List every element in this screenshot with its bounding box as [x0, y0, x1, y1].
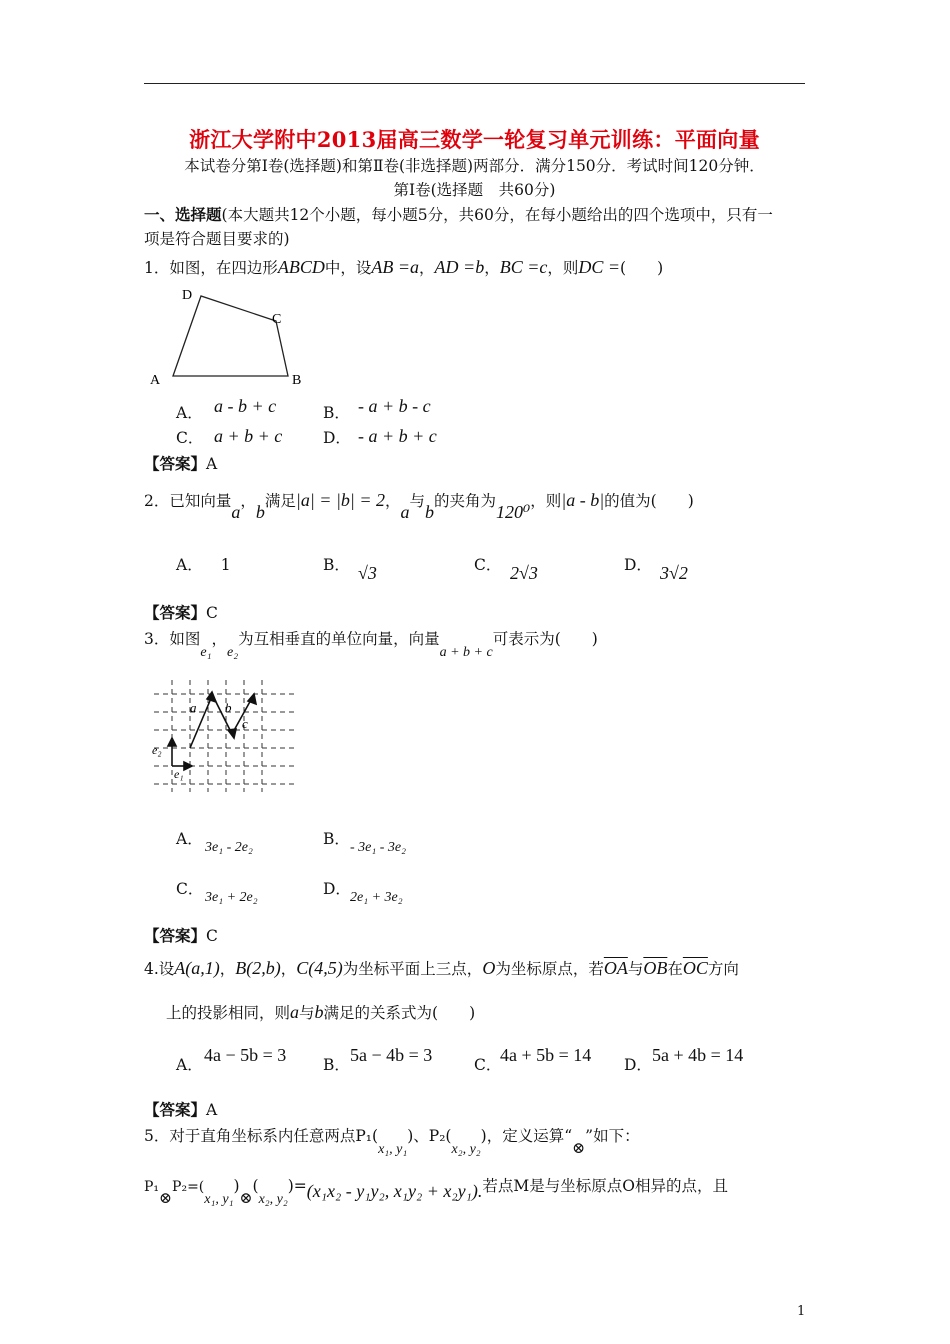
q3-option-d-label: D．: [323, 880, 351, 898]
q3-option-c[interactable]: [176, 877, 203, 899]
q3-sep: ，: [211, 630, 227, 648]
q1-option-d[interactable]: [323, 426, 351, 448]
q1-option-c[interactable]: [176, 426, 203, 448]
q3-stem1: 3．如图: [144, 630, 201, 648]
q4-option-a-label: A．: [176, 1056, 203, 1074]
q3-option-d[interactable]: [323, 877, 351, 899]
q4-option-d-label: D．: [624, 1056, 652, 1074]
q2-vec-b-2: b: [425, 502, 435, 522]
q3-sum: a + b + c: [439, 645, 493, 660]
page-number: 1: [797, 1304, 806, 1319]
q1-option-d-expr: - a + b + c: [358, 426, 437, 446]
q4-point-b: B(2,b): [235, 958, 281, 978]
q4-option-c-label: C．: [474, 1056, 502, 1074]
q4-answer-label: 【答案】: [144, 1100, 207, 1119]
q3-label-e2: e₂: [152, 743, 162, 757]
q5-stem3: )，定义运算“: [480, 1127, 573, 1145]
q5-line2-eq: )=: [287, 1177, 307, 1195]
q2-option-b-label: B．: [323, 556, 350, 574]
q1-stem: 1．如图，在四边形ABCD中，设AB =a，AD =b，BC =c，则DC =( ): [144, 257, 664, 277]
q1-option-b[interactable]: [323, 401, 350, 423]
q3-e1: e₁: [200, 645, 212, 660]
q3-option-c-label: C．: [176, 880, 204, 898]
q2-vec-a: a: [231, 502, 241, 522]
q1-option-b-label: B．: [323, 404, 350, 422]
q2-option-c[interactable]: [474, 553, 501, 575]
q4-stem-line2: [166, 1001, 475, 1023]
q2-option-a-expr: 1: [220, 556, 231, 574]
q5-operator-2: ⊗: [159, 1189, 173, 1207]
q4-with-2: 与: [299, 1004, 315, 1022]
q1-cond-ab: AB =a: [371, 257, 420, 277]
q1-label-b: B: [292, 373, 302, 388]
q1-quadrilateral-figure: [148, 283, 302, 391]
q1-answer: [144, 452, 217, 474]
q3-option-b-expr: - 3e₁ - 3e₂: [350, 840, 406, 855]
q5-line2-tail: 若点M是与坐标原点O相异的点，且: [482, 1177, 728, 1195]
q4-line2-pre: 上的投影相同，则: [166, 1004, 291, 1022]
q2-option-d-label: D．: [624, 556, 652, 574]
q2-norm-eq: |a| = |b| = 2: [295, 490, 385, 510]
q1-option-a-expr: a - b + c: [214, 396, 277, 416]
q2-option-c-label: C．: [474, 556, 502, 574]
q3-option-a-expr: 3e₁ - 2e₂: [205, 840, 253, 855]
q2-answer-value: C: [206, 604, 218, 622]
q1-paren: ( ): [620, 259, 664, 277]
q1-quad: ABCD: [277, 257, 325, 277]
q1-stem-text: 1．如图，在四边形: [144, 259, 278, 277]
q1-answer-label: 【答案】: [144, 454, 207, 473]
q4-vec-ob: $\overline{OB}$: [643, 958, 668, 978]
q5-operator: ⊗: [572, 1139, 586, 1157]
q3-stem2: 为互相垂直的单位向量，向量: [238, 630, 440, 648]
q3-vector-e2-head: [168, 738, 176, 746]
q2-stem2: 满足: [264, 492, 296, 510]
header-rule: [144, 83, 805, 84]
section-heading-line2: 项是符合题目要求的): [144, 230, 290, 248]
q1-label-c: C: [272, 312, 282, 327]
q4-stem3: 为坐标原点，若: [495, 960, 604, 978]
q2-option-a-label: A．: [176, 556, 203, 574]
q3-label-c: c: [242, 716, 248, 731]
q5-stem-line1: [144, 1124, 640, 1157]
q4-var-b: b: [314, 1002, 324, 1022]
q2-stem1: 2．已知向量: [144, 492, 232, 510]
q5-stem1: 5．对于直角坐标系内任意两点P₁(: [144, 1127, 379, 1145]
q4-stem4: 方向: [707, 960, 739, 978]
q4-var-a: a: [290, 1002, 300, 1022]
q4-point-c: C(4,5): [296, 958, 343, 978]
q4-option-c[interactable]: [474, 1053, 501, 1075]
q5-line2-p1: P₁: [144, 1179, 160, 1195]
q2-option-d-expr: 3√2: [660, 563, 688, 583]
q1-option-a[interactable]: [176, 401, 203, 423]
q5-line2-p2: P₂=(: [172, 1179, 205, 1195]
q3-grid-figure: [146, 676, 302, 796]
q1-label-a: A: [150, 373, 161, 388]
q3-answer-value: C: [206, 927, 218, 945]
q4-option-c-expr: 4a + 5b = 14: [500, 1045, 592, 1065]
q3-option-a-label: A．: [176, 830, 203, 848]
q1-target: DC =: [578, 257, 621, 277]
q2-angle: 120⁰: [496, 502, 531, 522]
q5-line2-x2y2: x₂, y₂: [258, 1192, 288, 1207]
q3-option-b[interactable]: [323, 827, 350, 849]
q4-stem2: 为坐标平面上三点，: [342, 960, 483, 978]
q5-line2-open: (: [252, 1177, 259, 1195]
q1-option-c-label: C．: [176, 429, 204, 447]
q5-line2-x1y1: x₁, y₁: [204, 1192, 234, 1207]
q2-stem: 2．已知向量a，b满足|a| = |b| = 2，a与b的夹角为120⁰，则|a - b|的值为( ): [144, 490, 694, 522]
q5-stem4: ”如下：: [585, 1127, 640, 1145]
q4-stem-line1: 4.设A(a,1)，B(2,b)，C(4,5)为坐标平面上三点，O为坐标原点，若$\overline{OA}$与$\overline{OB}$在$\overline{OC}$方向: [144, 958, 739, 978]
q2-stem6: 的值为( ): [604, 492, 694, 510]
q5-p1-coords: x₁, y₁: [378, 1142, 408, 1157]
section-heading-rest: (本大题共12个小题，每小题5分，共60分，在每小题给出的四个选项中，只有一: [221, 206, 773, 224]
q5-p2-coords: x₂, y₂: [451, 1142, 481, 1157]
q1-label-d: D: [182, 288, 193, 303]
q4-vec-oc: $\overline{OC}$: [682, 958, 708, 978]
q4-stem1: 4.设: [144, 960, 175, 978]
q2-option-b[interactable]: [323, 553, 350, 575]
q4-option-d[interactable]: [624, 1053, 652, 1075]
q2-answer-label: 【答案】: [144, 603, 207, 622]
q4-option-a-expr: 4a − 5b = 3: [204, 1045, 287, 1065]
q4-answer: [144, 1098, 217, 1120]
q1-option-c-expr: a + b + c: [214, 426, 283, 446]
q4-origin: O: [482, 958, 496, 978]
q2-diff: |a - b|: [561, 490, 605, 510]
q3-vector-e1-head: [184, 762, 192, 770]
q3-option-c-expr: 3e₁ + 2e₂: [205, 890, 258, 905]
q3-answer: [144, 924, 218, 946]
section-heading-bold: 一、选择题: [144, 205, 222, 224]
q1-answer-value: A: [206, 455, 218, 473]
section-heading: [144, 203, 773, 225]
q5-stem2: )、P₂(: [407, 1127, 452, 1145]
q4-option-b-label: B．: [323, 1056, 350, 1074]
q2-vec-a-2: a: [400, 502, 410, 522]
q2-vec-b: b: [255, 502, 265, 522]
q4-vec-oa: $\overline{OA}$: [603, 958, 628, 978]
part-one-heading: 第Ⅰ卷(选择题 共60分): [393, 181, 556, 199]
q4-with: 与: [627, 960, 644, 978]
q4-option-d-expr: 5a + 4b = 14: [652, 1045, 744, 1065]
q4-point-a: A(a,1): [174, 958, 220, 978]
q5-line2-close: ): [233, 1177, 240, 1195]
q1-option-b-expr: - a + b - c: [358, 396, 431, 416]
q3-option-b-label: B．: [323, 830, 350, 848]
q2-stem5: ，则: [530, 492, 562, 510]
q2-stem4: 的夹角为: [434, 492, 497, 510]
q2-option-d[interactable]: [624, 553, 652, 575]
q3-answer-label: 【答案】: [144, 926, 207, 945]
q2-sep: ，: [240, 492, 256, 510]
q1-quad-shape: [173, 296, 288, 376]
q1-option-d-label: D．: [323, 429, 351, 447]
q4-option-a[interactable]: [176, 1053, 203, 1075]
exam-intro: 本试卷分第Ⅰ卷(选择题)和第Ⅱ卷(非选择题)两部分．满分150分．考试时间120分钟．: [184, 157, 765, 175]
q5-stem-line2: [144, 1174, 728, 1207]
q2-answer: [144, 601, 218, 623]
q3-option-a[interactable]: [176, 827, 203, 849]
q3-option-d-expr: 2e₁ + 3e₂: [350, 890, 403, 905]
page-title: 浙江大学附中2013届高三数学一轮复习单元训练：平面向量: [189, 127, 760, 152]
q1-cond-ad: AD =b: [434, 257, 485, 277]
q1-cond-bc: BC =c: [499, 257, 548, 277]
q3-label-a: a: [190, 700, 197, 715]
q3-label-b: b: [225, 700, 232, 715]
q2-option-b-expr: √3: [358, 563, 377, 583]
q1-option-a-label: A．: [176, 404, 203, 422]
q3-e2: e₂: [226, 645, 239, 660]
q1-stem-text3: ，则: [547, 259, 579, 277]
q4-line2-post: 满足的关系式为( ): [323, 1004, 476, 1022]
q4-option-b-expr: 5a − 4b = 3: [350, 1045, 433, 1065]
q4-answer-value: A: [206, 1101, 218, 1119]
q2-option-c-expr: 2√3: [510, 563, 538, 583]
q4-option-b[interactable]: [323, 1053, 350, 1075]
q1-stem-text2: 中，设: [324, 259, 372, 277]
q3-stem3: 可表示为( ): [492, 630, 598, 648]
q4-on: 在: [667, 960, 683, 978]
q3-stem: [144, 627, 598, 660]
q3-label-e1: e₁: [174, 767, 184, 781]
q5-operator-3: ⊗: [239, 1189, 253, 1207]
q2-option-a[interactable]: [176, 553, 231, 575]
q5-result: (x₁x₂ - y₁y₂, x₁y₂ + x₂y₁).: [306, 1181, 483, 1201]
q2-stem3: 与: [409, 492, 426, 510]
